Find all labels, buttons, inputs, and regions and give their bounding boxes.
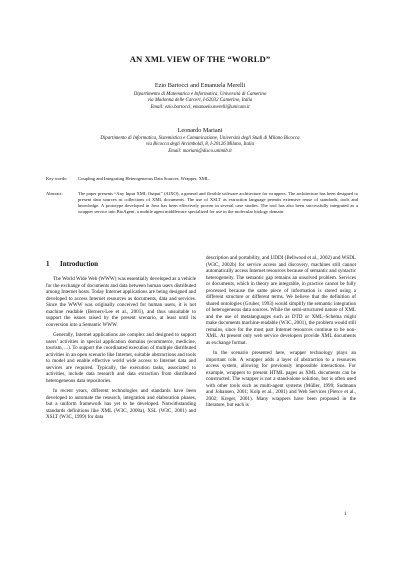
- paragraph: In the scenario presented here, wrapper technology plays an important role. A wrapper adds a layer of abstraction to a resources access system, allowing for previously impossible interactions. For example, wrappers to present HTML pages as XML documents can be constructed. The wrapper is not a stand-alone solution, but is often used with other tools such as multi-agent systems (Müller, 1999; Sudmann and Johansen, 2001; Kolp et al., 2001) and Web Services (Pierce et al., 2002; Kreger, 2001). Many wrappers have been proposed in the literature, but each is: [206, 350, 356, 408]
- paragraph: description and portability, and UDDI (Bellwood et al., 2002) and WSDL (W3C, 2002b) for service access and discovery, machines still cannot automatically access Internet resources because of semantic and syntactic heterogeneity. The semantic gap remains an unsolved problem. Services or documents, which in theory are integrable, in practice cannot be fully processed because the same piece of information is stored using a different structure or different terms. We believe that the definition of shared ontologies (Gruber, 1993) would simplify the semantic integration of heterogeneous data sources. While the semi-structured nature of XML and the use of metalanguages such as DTD or XML–Schema might make documents machine-readable (W3C, 2001), the problem would still remains, since for the most part Internet resources continue to be non-XML. At present only web service developers provide XML documents as exchange format.: [206, 255, 356, 346]
- left-column: [46, 276, 196, 421]
- author-names-2: Leonardo Mariani: [177, 127, 223, 134]
- keywords-text: Coupling and Integrating Heterogeneous Data Sources, Wrapper, XML.: [78, 176, 210, 181]
- affiliation-line: via Bicocca degli Arcimboldi, 8, I-20126 Milano, Italia: [145, 142, 255, 148]
- abstract-label: Abstract:: [46, 191, 63, 196]
- paragraph: Generally, Internet applications are complex and designed to support users’ activities in special application domains (ecommerce, medicine, tourism, ...). To support the coordinated execution of multiple distributed activities in an open scenario like Internet, suitable abstractions and tools to model and enable effective world wide access to Internet data and services are required. Typically, the execution tasks, associated to activities, include data research and data extraction from distributed heterogeneous data repositories.: [46, 332, 196, 384]
- author-names-1: Ezio Bartocci and Emanuela Merelli: [154, 82, 246, 89]
- abstract-text: The paper presents “Any Input XML Output” (AIXO), a general and flexible software architecture for wrappers. The architecture has been designed to present data sources as collections of XML documents. The use of XSLT as extraction language permits extensive reuse of standards, tools and knowledge. A prototype developed in Java has been effectively proven in several case studies. The tool has also been successfully integrated as a wrapper service into BioAgent, a mobile agent middleware specialized for use in the molecular biology domain.: [78, 191, 358, 214]
- affiliation-line: Email: mariani@disco.unimib.it: [168, 148, 232, 154]
- paragraph: In recent years, different technologies and standards have been developed to automate the research, integration and elaboration phases, but a uniform framework has yet to be developed. Notwithstanding standards definitions like XML (W3C, 2000a), XSL (W3C, 2001) and XSLT (W3C, 1999) for data: [46, 388, 196, 420]
- affiliation-line: via Madonna delle Carceri, I-62032 Camerino, Italia: [147, 98, 253, 104]
- affiliation-block-2: [0, 136, 400, 155]
- section-number: 1: [46, 260, 50, 268]
- paper-title: AN XML VIEW OF THE “WORLD”: [129, 54, 271, 64]
- page-number: 1: [344, 512, 347, 517]
- affiliation-line: Dipartimento di Matematica e Informatica, Università di Camerino: [133, 92, 267, 97]
- affiliation-line: Dipartimento di Informatica, Sistemistica e Comunicazione, Università degli Studi di Milano Bicocca: [100, 136, 300, 141]
- section-heading: [46, 260, 98, 268]
- affiliation-block-1: [0, 92, 400, 111]
- right-column: [206, 255, 356, 409]
- section-title: Introduction: [60, 260, 98, 268]
- affiliation-line: Email: ezio.bartocci, emanuela.merelli@unicam.it: [150, 104, 250, 110]
- paragraph: The World Wide Web (WWW) was essentially developed as a vehicle for the exchange of documents and data between human users distributed among Internet hosts. Today Internet applications are being designed and developed to access Internet resources as documents, data and services. Since the WWW was originally conceived for human users, it is not machine readable (Berners-Lee et al., 2001), and thus unsuitable to support the issues raised by the present scenario, at least until its conversion into a Semantic WWW.: [46, 276, 196, 328]
- keywords-label: Key words:: [46, 176, 68, 181]
